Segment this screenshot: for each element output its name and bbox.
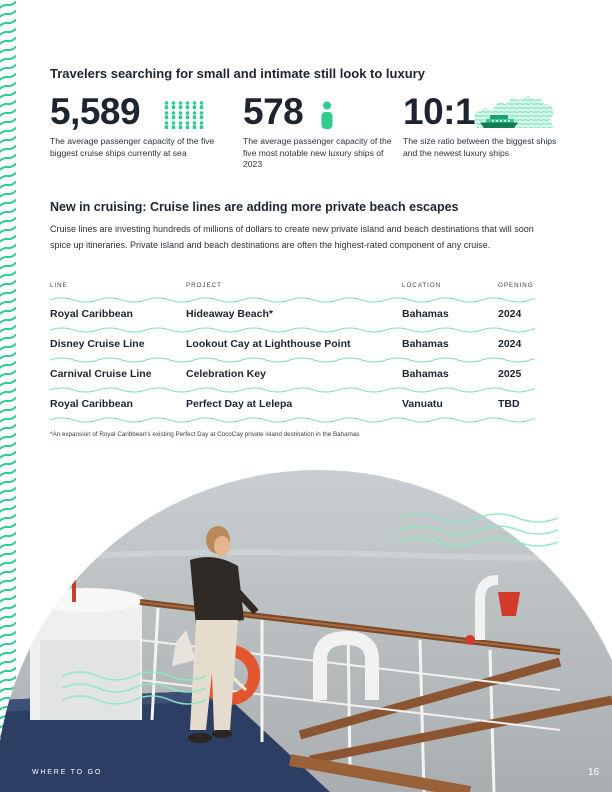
cell-location: Vanuatu [402,398,443,410]
cell-location: Bahamas [402,308,449,320]
column-header-location: LOCATION [402,282,442,289]
cell-line: Royal Caribbean [50,398,133,410]
stat-description: The size ratio between the biggest ships and the newest luxury ships [403,136,557,158]
stat-description: The average passenger capacity of the five most notable new luxury ships of 2023 [243,136,392,169]
cell-line: Disney Cruise Line [50,338,145,350]
column-header-project: PROJECT [186,282,222,289]
stat-description: The average passenger capacity of the five biggest cruise ships currently at sea [50,136,215,158]
cell-location: Bahamas [402,338,449,350]
cell-project: Celebration Key [186,368,266,380]
column-header-opening: OPENING [498,282,534,289]
cell-opening: TBD [498,398,520,410]
stat-value: 10:1 [403,91,476,132]
footer-section-label: WHERE TO GO [32,769,103,776]
page-number: 16 [588,767,600,778]
section-heading: New in cruising: Cruise lines are adding more private beach escapes [50,200,459,214]
stat-value: 578 [243,91,304,132]
cell-location: Bahamas [402,368,449,380]
table-footnote: *An expansion of Royal Caribbean's existing Perfect Day at CocoCay private island destination in the Bahamas [50,431,360,438]
cell-project: Perfect Day at Lelepa [186,398,293,410]
cell-opening: 2024 [498,308,522,320]
cell-opening: 2025 [498,368,522,380]
cell-project: Hideaway Beach* [186,308,273,320]
stat-value: 5,589 [50,91,141,132]
column-header-line: LINE [50,282,68,289]
section-intro: Cruise lines are investing hundreds of millions of dollars to create new private island and beach destinations that will soon spice up itineraries. Private island and beach destinations are often the highest-rated component of any cruise. [50,224,534,250]
cell-line: Royal Caribbean [50,308,133,320]
cell-line: Carnival Cruise Line [50,368,152,380]
cell-project: Lookout Cay at Lighthouse Point [186,338,351,350]
cell-opening: 2024 [498,338,522,350]
stats-heading: Travelers searching for small and intimate still look to luxury [50,66,425,81]
